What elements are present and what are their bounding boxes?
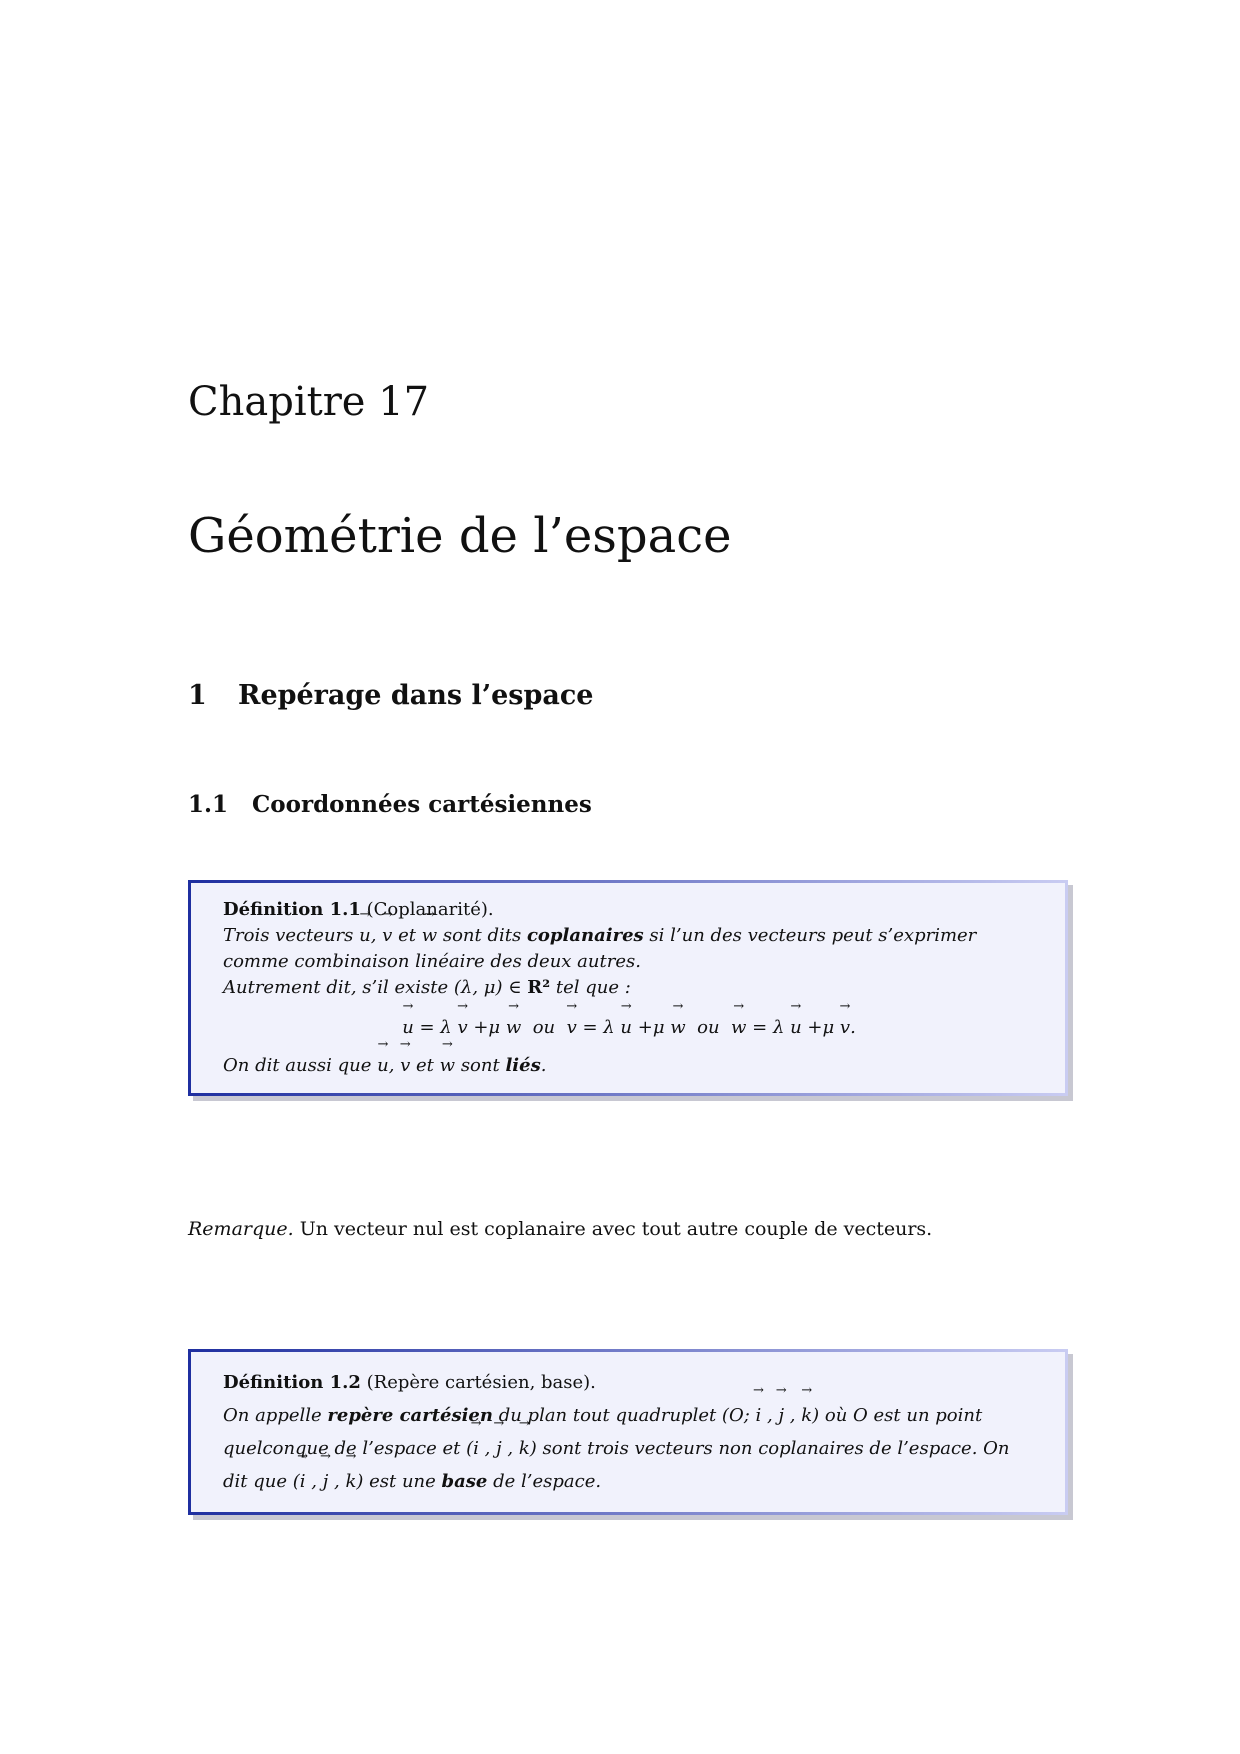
chapter-title: Géométrie de l’espace — [188, 508, 732, 564]
term-repere-cartesien: repère cartésien — [327, 1405, 493, 1426]
def1-text-a: Trois vecteurs — [223, 925, 354, 946]
vector-w: → w — [422, 923, 437, 949]
vector-u: → u — [377, 1053, 389, 1079]
vector-j: → j — [323, 1465, 329, 1498]
coplanarity-equation: → u = λ → v +μ → w ou → v = λ → u +μ → w ou → w = λ → u +μ → v. — [223, 1015, 1035, 1041]
def2-text-a: On appelle — [223, 1405, 322, 1426]
def1-text-b: sont dits — [442, 925, 522, 946]
vector-k: → k — [345, 1465, 356, 1498]
subsection-title: Coordonnées cartésiennes — [252, 791, 592, 818]
definition-name: (Repère cartésien, base). — [366, 1372, 596, 1393]
remark-label: Remarque. — [188, 1218, 294, 1240]
vector-w: → w — [506, 1015, 521, 1041]
def2-text-e: ) est une — [356, 1471, 436, 1492]
term-lies: liés — [505, 1055, 541, 1076]
vector-u: → u — [402, 1015, 414, 1041]
vector-j: → j — [496, 1432, 502, 1465]
remark — [188, 1220, 932, 1239]
subsection-heading — [188, 793, 592, 816]
vector-v: → v — [457, 1015, 467, 1041]
chapter-label: Chapitre 17 — [188, 379, 430, 425]
vector-v: → v — [400, 1053, 410, 1079]
vector-w: → w — [670, 1015, 685, 1041]
vector-u: → u — [620, 1015, 632, 1041]
def1-text-e: tel que : — [555, 977, 631, 998]
vector-w: → w — [731, 1015, 746, 1041]
vector-w: → w — [440, 1053, 455, 1079]
section-number: 1 — [188, 680, 207, 711]
definition-body: Trois vecteurs → u, → v et → w sont dits coplanaires si l’un des vecteurs peut s’exprimer comme combinaison linéaire des deux autres. Autrement dit, s’il existe (λ, μ) ∈ R² tel que : — [223, 923, 1035, 1001]
definition-label: Définition 1.2 — [223, 1372, 361, 1393]
def2-text-b: du plan tout quadruplet (O; — [498, 1405, 750, 1426]
definition-body: On appelle repère cartésien du plan tout quadruplet (O; → i , → j , → k) où O est un point quelconque de l’espace et (→ i , → j , → k) sont trois vecteurs non coplanaires de l’espace. On dit que (→ i , → j , → k) est une base de l’espace. — [223, 1399, 1035, 1498]
vector-i: → i — [473, 1432, 479, 1465]
def2-text-c: ) où O est un point quelconque de l’espace et ( — [223, 1405, 983, 1459]
section-title: Repérage dans l’espace — [238, 680, 594, 711]
def1-text-c: si l’un des vecteurs peut s’exprimer comme combinaison linéaire des deux autres. — [223, 925, 977, 972]
set-r2: R² — [527, 977, 551, 998]
definition-box-coplanarity — [188, 880, 1068, 1096]
vector-v: → v — [840, 1015, 850, 1041]
term-base: base — [441, 1471, 488, 1492]
vector-v: → v — [567, 1015, 577, 1041]
definition-name: (Coplanarité). — [366, 899, 494, 920]
remark-text: Un vecteur nul est coplanaire avec tout autre couple de vecteurs. — [299, 1218, 933, 1240]
vector-j: → j — [778, 1399, 784, 1432]
vector-k: → k — [519, 1432, 530, 1465]
term-coplanaires: coplanaires — [526, 925, 644, 946]
def1-text-h: . — [540, 1055, 547, 1076]
def2-text-f: de l’espace. — [493, 1471, 602, 1492]
vector-u: → u — [790, 1015, 802, 1041]
vector-u: → u — [359, 923, 371, 949]
definition-header — [223, 897, 1035, 923]
definition-header — [223, 1366, 1035, 1399]
definition-label: Définition 1.1 — [223, 899, 361, 920]
def2-text-d: ) sont trois vecteurs non coplanaires de l’espace. On dit que ( — [223, 1438, 1010, 1492]
subsection-number: 1.1 — [188, 791, 229, 818]
vector-v: → v — [382, 923, 392, 949]
definition-box-cartesian-frame — [188, 1349, 1068, 1515]
def1-text-g: sont — [460, 1055, 500, 1076]
vector-i: → i — [300, 1465, 306, 1498]
def1-text-f: On dit aussi que — [223, 1055, 372, 1076]
vector-k: → k — [801, 1399, 812, 1432]
definition-footer: On dit aussi que → u, → v et → w sont liés. — [223, 1053, 1035, 1079]
def1-text-d: Autrement dit, s’il existe (λ, μ) ∈ — [223, 977, 522, 998]
vector-i: → i — [756, 1399, 762, 1432]
section-heading — [188, 682, 593, 709]
